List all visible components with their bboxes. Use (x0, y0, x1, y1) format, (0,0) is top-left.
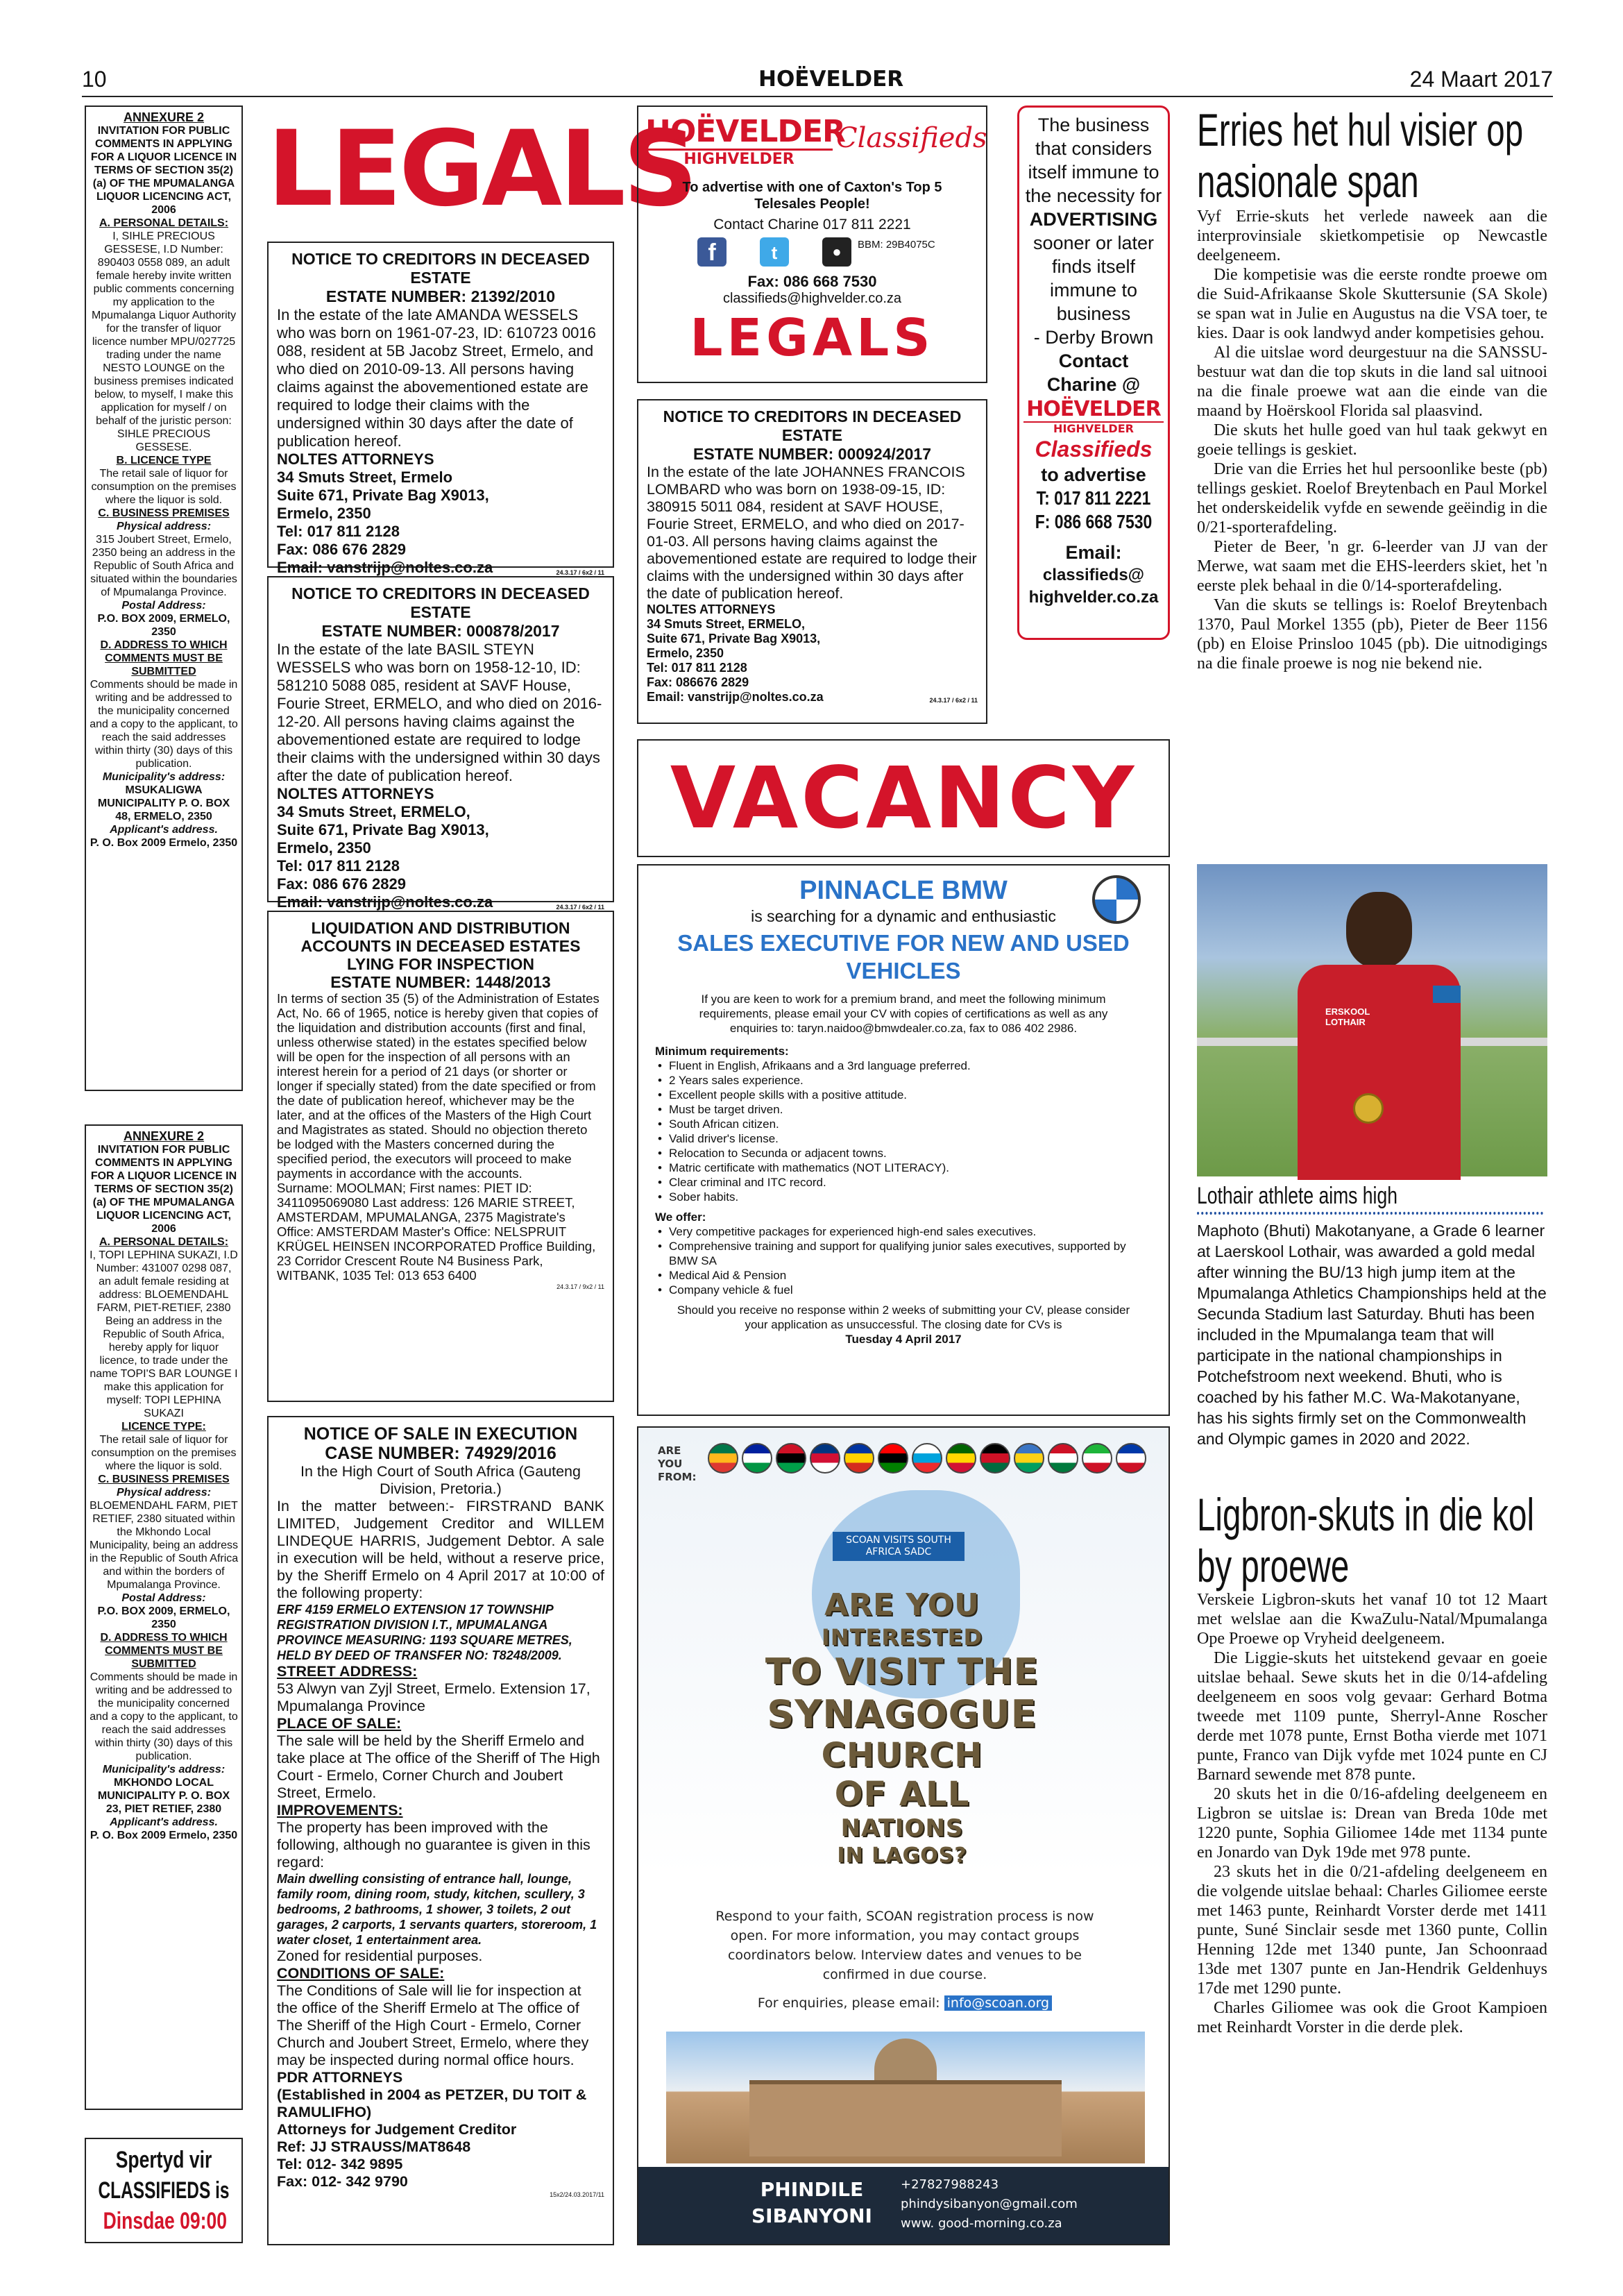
deadline-line3: Dinsdae 09:00 (103, 2208, 228, 2234)
notice-body: In the estate of the late JOHANNES FRANCOIS LOMBARD who was born on 1938-09-15, ID: 380915 5011 084, resident at SAVF HOUSE, Fourie Street, ERMELO, and who died on 2017-01-03. All persons having claims against the abovementioned estate are required to lodge their claims with the undersigned within 30 days after the date of publication hereof. (647, 464, 977, 602)
section-body: I, SIHLE PRECIOUS GESSESE, I.D Number: 890403 0558 089, an adult female hereby invite written public comments concerning my application to the Mpumalanga Liquor Authority for the transfer of liquor licence number MPU/027725 trading under the name NESTO LOUNGE on the business premises indicated below, to myself, I make this application for myself / on behalf of the juristic person: SIHLE PRECIOUS GESSESE. (91, 230, 237, 453)
firm-name: NOLTES ATTORNEYS (277, 450, 434, 468)
enquiries-email[interactable]: info@scoan.org (944, 1995, 1053, 2011)
subsection-heading: Municipality's address: (102, 771, 226, 783)
church-building-image (666, 2032, 1145, 2163)
athlete-head (1346, 892, 1412, 968)
subsection-heading: Physical address: (116, 1487, 212, 1499)
promo-author: - Derby Brown (1033, 327, 1154, 348)
ad-headline (722, 1587, 1082, 1869)
notice-body: In terms of section 35 (5) of the Administration of Estates Act, No. 66 of 1965, notice is hereby given that copies of the liquidation and distribution accounts (first and final, unless otherwise stated) in the estates specified below will be open for the inspection of all persons with an interest herein for a period of 21 days (or shorter or longer if specially stated) from the date specified or from the date of publication hereof, whichever may be the later, and at the offices of the Masters of the High Court and Magistrates as stated. Should no objection thereto be lodged with the Masters concerned during the specified period, the executors will proceed to make payments in accordance with the accounts. (277, 991, 600, 1181)
section-body: P.O. BOX 2009, ERMELO, 2350 (97, 613, 230, 638)
article-paragraph: Van die skuts se tellings is: Roelof Breytenbach 1370, Paul Morkel 1355 (pb), Pieter de Beer 1156 (pb) en Eloise Prinsloo 1045 (pb). Die uitnodigings na die finale proewe is nog nie bekend nie. (1197, 596, 1547, 673)
improvements: The property has been improved with the following, although no guarantee is given in this regard: (277, 1819, 590, 1871)
case-number: CASE NUMBER: 74929/2016 (325, 1444, 556, 1463)
vacancy-banner: VACANCY (637, 739, 1170, 857)
promo-fax: F: 086 668 7530 (1035, 511, 1153, 532)
classifieds-logo (638, 115, 986, 179)
section-heading: A. PERSONAL DETAILS: (99, 217, 229, 229)
section-heading: B. LICENCE TYPE (116, 455, 212, 466)
promo-logo: HOËVELDER (1026, 397, 1161, 421)
advertising-promo (1017, 105, 1170, 640)
headline-line: INTERESTED (821, 1624, 983, 1651)
article-paragraph: Charles Giliomee was ook die Groot Kampioen met Reinhardt Vorster in die derde plek. (1197, 1999, 1547, 2036)
contact-details (901, 2175, 1150, 2234)
firm-address: Ermelo, 2350 (277, 839, 371, 856)
firm-email (277, 559, 604, 577)
headline-line: TO VISIT THE (765, 1651, 1039, 1693)
country-flag-icon (776, 1443, 806, 1474)
place-of-sale: The sale will be held by the Sheriff Ermelo and take place at The office of the Sheriff of The High Court - Ermelo, Corner Church and Joubert Street, Ermelo. (277, 1732, 600, 1801)
subsection-heading: Applicant's address. (110, 1816, 218, 1828)
country-flag-icon (844, 1443, 874, 1474)
bmw-vacancy-ad (637, 864, 1170, 1416)
firm-address: Suite 671, Private Bag X9013, (277, 487, 489, 504)
section-heading: C. BUSINESS PREMISES (98, 1474, 230, 1485)
firm-fax: Fax: 086 676 2829 (277, 875, 406, 893)
firm-address: Suite 671, Private Bag X9013, (277, 821, 489, 838)
section-heading: D. ADDRESS TO WHICH COMMENTS MUST BE SUBMITTED (100, 1632, 228, 1670)
section-body: The retail sale of liquor for consumption on the premises where the liquor is sold. (91, 468, 237, 506)
ad-code: 24.3.17 / 6x2 / 11 (929, 697, 978, 704)
subsection-heading: Applicant's address. (110, 824, 218, 836)
subsection-heading: Postal Address: (121, 600, 206, 611)
headline-line: CHURCH (821, 1736, 983, 1775)
ad-code: 24.3.17 / 9x2 / 11 (556, 1283, 604, 1290)
firm-address: Ermelo, 2350 (277, 505, 371, 522)
firm-name: PDR ATTORNEYS (277, 2069, 403, 2086)
vacancy-footer: Should you receive no response within 2 weeks of submitting your CV, please consider your application as unsuccessful. The closing date for CVs is (677, 1303, 1130, 1331)
annexure-notice-2 (85, 1124, 243, 2110)
section-body: P.O. BOX 2009, ERMELO, 2350 (97, 1605, 230, 1630)
court-name: In the High Court of South Africa (Gauteng Division, Pretoria.) (300, 1463, 581, 1497)
article-paragraph: Die kompetisie was die eerste rondte proewe om die Suid-Afrikaanse Skole Skuttersunie (SA Skole) se span wat in Julie en Augustus na die VSA toer, te kies. Daar is ook landwyd ander kompetisies gehou. (1197, 266, 1547, 342)
notice-title: NOTICE TO CREDITORS IN DECEASED ESTATE (291, 584, 590, 621)
list-item: • Valid driver's license. (655, 1131, 1152, 1146)
headline-line: ARE YOU (824, 1587, 980, 1623)
article-headline (1197, 1489, 1547, 1592)
page-header (82, 67, 1553, 97)
list-item: • Fluent in English, Afrikaans and a 3rd language preferred. (655, 1058, 1152, 1073)
notice-liquidation (267, 911, 614, 1402)
section-body: I, TOPI LEPHINA SUKAZI, I.D Number: 431007 0298 087, an adult female residing at address: BLOEMENDAHL FARM, PIET-RETIEF, 2380 Being an address in the Republic of South Africa, hereby apply for liquor licence, to trade under the name TOPI'S BAR LOUNGE I make this application for myself: TOPI LEPHINA SUKAZI (90, 1249, 238, 1419)
gold-medal-icon (1353, 1093, 1384, 1124)
paper-name: HOËVELDER (758, 67, 904, 92)
twitter-icon[interactable]: t (760, 237, 789, 267)
firm-fax: Fax: 012- 342 9790 (277, 2173, 408, 2190)
notice-body: In the estate of the late AMANDA WESSELS who was born on 1961-07-23, ID: 610723 0016 088, resident at 5B Jacobz Street, Ermelo, and who died on 2010-09-13. All persons having claims against the abovementioned estate are required to lodge their claims with the undersigned within 30 days after the date of publication hereof. (277, 306, 596, 450)
estate-number: ESTATE NUMBER: 000924/2017 (692, 445, 931, 463)
headline-text: Ligbron-skuts in die kol by proewe (1197, 1489, 1535, 1592)
country-flag-icon (1014, 1443, 1044, 1474)
country-flag-icon (946, 1443, 976, 1474)
estate-number: ESTATE NUMBER: 1448/2013 (330, 973, 551, 991)
section-body: 315 Joubert Street, Ermelo, 2350 being an address in the Republic of South Africa and situated within the boundaries of Mpumalanga Province. (90, 534, 237, 598)
company-name: PINNACLE BMW (799, 876, 1008, 905)
firm-address: 34 Smuts Street, ERMELO, (647, 617, 806, 631)
headline-line: NATIONS (840, 1814, 964, 1842)
country-flag-icon (742, 1443, 772, 1474)
estate-number: ESTATE NUMBER: 000878/2017 (321, 622, 560, 640)
street-address: 53 Alwyn van Zyjl Street, Ermelo. Extension 17, Mpumalanga Province (277, 1680, 590, 1714)
headline-text: Erries het hul visier op nasionale span (1197, 104, 1524, 207)
legals-small-banner: LEGALS (690, 308, 935, 368)
article-paragraph: Al die uitslae word deurgestuur na die SANSSU-bestuur wat dan die top skuts in die land sal uitnooi na die finale proewe wat aan die einde van die maand by Hoërskool Florida sal plaasvind. (1197, 344, 1547, 420)
section-body: MSUKALIGWA MUNICIPALITY P. O. BOX 48, ERMELO, 2350 (97, 784, 230, 822)
notice-creditors-2 (267, 576, 614, 911)
deadline-line1: Spertyd vir (115, 2147, 212, 2173)
article-paragraph: 23 skuts het in die 0/21-afdeling deelgeneem en die volgende uitslae behaal: Charles Giliomee eerste met 1463 punte, Reinhardt Vorster derde met 1411 punte, Suné Sinclair sesde met 1360 punte, Collin Henning 12de met 1340 punte, Jan Schoonraad 13de met 1307 punte en Jan-Hendrik Geldenhuys 17de met 1290 punte. (1197, 1863, 1547, 1998)
subsection-heading: Physical address: (116, 521, 212, 532)
promo-email[interactable]: classifieds@ highvelder.co.za (1028, 566, 1159, 607)
article-paragraph: Verskeie Ligbron-skuts het vanaf 10 tot 12 Maart met welslae aan die KwaZulu-Natal/Mpumalanga Ope Proewe op Vryheid deelgeneem. (1197, 1591, 1547, 1648)
firm-ref: Ref: JJ STRAUSS/MAT8648 (277, 2138, 471, 2155)
social-row (638, 235, 986, 273)
list-item: • Must be target driven. (655, 1102, 1152, 1117)
annexure-notice-1 (85, 105, 243, 1091)
firm-email (277, 893, 604, 911)
article-paragraph: Die Liggie-skuts het uitstekend gevaar en goeie uitslae behaal. Sewe skuts het in die 0/14-afdeling deelgeneem en soos volg gevaar: Gerhard Botma tweede met 1109 punte, Sherryl-Anne Roscher derde met 1078 punte, Ernst Botha vierde met 1071 punte, Franco van Dijk vyfde met 1024 punte en CJ Barnard sewende met 878 punte. (1197, 1649, 1547, 1784)
enquiries-label: For enquiries, please email: (757, 1995, 940, 2011)
annexure-subtitle: INVITATION FOR PUBLIC COMMENTS IN APPLYING FOR A LIQUOR LICENCE IN TERMS OF SECTION 35(2)(a) OF THE MPUMALANGA LIQUOR LICENCING ACT, 2006 (90, 1144, 237, 1235)
promo-email-head: Email: (1065, 542, 1122, 563)
annexure-title: ANNEXURE 2 (123, 1129, 205, 1143)
article-body (1197, 207, 1547, 673)
notice-title: NOTICE OF SALE IN EXECUTION (303, 1424, 578, 1444)
bbm-icon: ● (822, 237, 851, 267)
section-body: P. O. Box 2009 Ermelo, 2350 (90, 837, 238, 849)
contact-phone: +27827988243 (901, 2177, 999, 2192)
promo-contact: Contact Charine @ (1046, 351, 1141, 395)
subsection-heading: Municipality's address: (102, 1764, 226, 1775)
subsection-heading: Postal Address: (121, 1592, 206, 1604)
headline-line: IN LAGOS? (837, 1843, 967, 1868)
notice-creditors-3 (637, 399, 987, 724)
firm-tel: Tel: 017 811 2128 (277, 857, 400, 875)
erf-description: ERF 4159 ERMELO EXTENSION 17 TOWNSHIP REGISTRATION DIVISION I.T., MPUMALANGA PROVINCE MEASURING: 1193 SQUARE METRES, HELD BY DEED OF TRANSFER NO: T8248/2009. (277, 1603, 572, 1662)
list-item: • Sober habits. (655, 1190, 1152, 1204)
firm-tel: Tel: 012- 342 9895 (277, 2156, 403, 2172)
promo-to-advertise: to advertise (1041, 464, 1146, 485)
classifieds-script: Classifieds (836, 122, 987, 154)
list-item: • South African citizen. (655, 1117, 1152, 1131)
firm-name: NOLTES ATTORNEYS (647, 602, 776, 616)
article-body (1197, 1590, 1547, 2037)
notice-title: NOTICE TO CREDITORS IN DECEASED ESTATE (663, 407, 962, 444)
firm-fax: Fax: 086 676 2829 (277, 541, 406, 558)
list-item: • 2 Years sales experience. (655, 1073, 1152, 1088)
photo-caption-block (1197, 1180, 1547, 1458)
logo-text: HOËVELDER (645, 114, 845, 149)
ad-code: 24.3.17 / 6x2 / 11 (556, 569, 604, 576)
contact-strip (638, 2167, 1169, 2244)
logo-subtext: HIGHVELDER (645, 149, 833, 169)
promo-logo-sub: HIGHVELDER (1023, 421, 1164, 435)
position-title: SALES EXECUTIVE FOR NEW AND USED VEHICLES (677, 930, 1130, 984)
country-flag-icon (1082, 1443, 1112, 1474)
issue-date: 24 Maart 2017 (1409, 67, 1553, 92)
firm-address: 34 Smuts Street, Ermelo (277, 469, 453, 486)
notice-creditors-1 (267, 242, 614, 576)
contact-first-name: PHINDILE (760, 2178, 864, 2201)
section-heading: CONDITIONS OF SALE: (277, 1965, 445, 1982)
list-item: • Medical Aid & Pension (655, 1268, 1152, 1283)
contact-website[interactable]: www. good-morning.co.za (901, 2216, 1062, 2231)
headline-line: OF ALL (834, 1775, 970, 1814)
synagogue-ad (637, 1426, 1170, 2245)
contact-last-name: SIBANYONI (751, 2204, 872, 2227)
section-heading: D. ADDRESS TO WHICH COMMENTS MUST BE SUBMITTED (100, 639, 228, 677)
list-item: • Excellent people skills with a positive attitude. (655, 1088, 1152, 1102)
promo-classifieds: Classifieds (1035, 437, 1153, 462)
list-item: • Relocation to Secunda or adjacent towns. (655, 1146, 1152, 1160)
contact-email[interactable]: phindysibanyon@gmail.com (901, 2197, 1078, 2211)
scoan-badge: SCOAN VISITS SOUTH AFRICA SADC (833, 1532, 965, 1561)
article-paragraph: Pieter de Beer, 'n gr. 6-leerder van JJ van der Merwe, wat saam met die EHS-leerders skiet, het 'n eerste plek behaal in die 0/14-sporterafdeling. (1197, 538, 1547, 595)
promo-quote: The business that considers itself immune to the necessity for (1025, 115, 1162, 206)
section-heading: PLACE OF SALE: (277, 1715, 402, 1732)
notice-title: NOTICE TO CREDITORS IN DECEASED ESTATE (291, 250, 590, 287)
shirt-text: ERSKOOL LOTHAIR (1325, 1006, 1370, 1027)
email-text: Email: vanstrijp@noltes.co.za (277, 559, 493, 576)
bmw-logo-icon (1092, 875, 1141, 924)
firm-fax: Fax: 086676 2829 (647, 675, 749, 689)
section-body: P. O. Box 2009 Ermelo, 2350 (90, 1830, 238, 1841)
church-facade (749, 2080, 1062, 2156)
classifieds-email[interactable]: classifieds@highvelder.co.za (722, 291, 902, 306)
section-body: BLOEMENDAHL FARM, PIET RETIEF, 2380 situated within the Mkhondo Local Municipality, being an address in the Republic of South Africa and within the borders of Mpumalanga Province. (89, 1500, 239, 1591)
vacancy-intro: If you are keen to work for a premium brand, and meet the following minimum requirements, please email your CV with copies of certifications as well as any enquiries to: taryn.naidoo@bmwdealer.co.za, fax to 086 402 2986. (699, 993, 1108, 1035)
notice-body: In the estate of the late BASIL STEYN WESSELS who was born on 1958-12-10, ID: 581210 5088 085, resident at SAVF House, Fourie Street, ERMELO, and who died on 2016-12-20. All persons having claims against the abovementioned estate are required to lodge their claims with the undersigned within 30 days after the date of publication hereof. (277, 641, 602, 784)
article-erries (1197, 104, 1547, 840)
zoning: Zoned for residential purposes. (277, 1948, 483, 1964)
firm-address: 34 Smuts Street, ERMELO, (277, 803, 470, 820)
estate-details: Surname: MOOLMAN; First names: PIET ID: 3411095069080 Last address: 126 MARIE STREET, AMSTERDAM, MPUMALANGA, 2375 Magistrate's Office: AMSTERDAM Master's Office: NELSPRUIT KRÜGEL HEINSEN INCORPORATED Proffice Building, 23 Corridor Crescent Route N4 Business Park, WITBANK, 1035 Tel: 013 653 6400 (277, 1181, 596, 1283)
country-flags (708, 1442, 1159, 1478)
country-flag-icon (878, 1443, 908, 1474)
requirements-heading: Minimum requirements: (655, 1045, 789, 1058)
notice-sale-execution (267, 1416, 614, 2245)
firm-address: Suite 671, Private Bag X9013, (647, 632, 821, 645)
list-item: • Matric certificate with mathematics (NOT LITERACY). (655, 1160, 1152, 1175)
enquiries-line (708, 1994, 1102, 2012)
article-paragraph: Drie van die Erries het hul persoonlike beste (pb) tellings geskiet. Roelof Breytenbach en Paul Morkel het onderskeidelik vyfde en sewende geëindig in die 0/21-sporterafdeling. (1197, 460, 1547, 537)
section-heading: A. PERSONAL DETAILS: (99, 1236, 229, 1248)
country-flag-icon (810, 1443, 840, 1474)
section-body: Comments should be made in writing and be addressed to the municipality concerned and a copy to the applicant, to reach the said addresses within thirty (30) days of this publication. (90, 679, 238, 770)
article-paragraph: Vyf Errie-skuts het verlede naweek aan die interprovinsiale skietkompetisie op Newcastle deelgeneem. (1197, 208, 1547, 264)
ad-code: 15x2/24.03.2017/11 (550, 2191, 604, 2198)
firm-role: Attorneys for Judgement Creditor (277, 2121, 517, 2138)
country-flag-icon (1048, 1443, 1078, 1474)
notice-title: LIQUIDATION AND DISTRIBUTION ACCOUNTS IN DECEASED ESTATES LYING FOR INSPECTION (300, 919, 581, 973)
list-item: • Company vehicle & fuel (655, 1283, 1152, 1297)
article-paragraph: Die skuts het hulle goed van hul taak gekwyt en goeie tellings is geskiet. (1197, 421, 1547, 459)
section-heading: C. BUSINESS PREMISES (98, 507, 230, 519)
classifieds-tagline: To advertise with one of Caxton's Top 5 Telesales People! (682, 180, 942, 212)
firm-email (647, 690, 978, 704)
facebook-icon[interactable]: f (697, 237, 726, 267)
athlete-photo (1197, 864, 1547, 1176)
bbm-pin: BBM: 29B4075C (858, 239, 935, 251)
firm-address: Ermelo, 2350 (647, 646, 724, 660)
flag-badge (1433, 986, 1461, 1003)
firm-history: (Established in 2004 as PETZER, DU TOIT & RAMULIFHO) (277, 2086, 587, 2120)
classifieds-ad (637, 105, 987, 383)
article-ligbron (1197, 1489, 1547, 2252)
section-heading: STREET ADDRESS: (277, 1663, 418, 1680)
country-flag-icon (708, 1443, 738, 1474)
country-flag-icon (1116, 1443, 1146, 1474)
list-item: • Comprehensive training and support for qualifying junior sales executives, supported by BMW SA (655, 1239, 1152, 1268)
promo-advertising: ADVERTISING (1029, 209, 1158, 230)
offers-heading: We offer: (655, 1210, 706, 1224)
are-you-from: ARE YOU FROM: (658, 1444, 697, 1483)
deadline-box (85, 2138, 243, 2243)
requirements-list (655, 1058, 1152, 1204)
notice-intro: In the matter between:- FIRSTRAND BANK LIMITED, Judgement Creditor and WILLEM LINDEQUE HARRIS, Judgement Debtor. A sale in execution will be held, without a reserve price, by the Sheriff Ermelo on 4 April 2017 at 10:00 of the following property: (277, 1498, 604, 1601)
email-text: Email: vanstrijp@noltes.co.za (277, 893, 493, 911)
article-paragraph: 20 skuts het in die 0/16-afdeling deelgeneem en Ligbron se uitslae is: Drean van Breda 10de met 1220 punte, Sophia Giliomee 14de met 1134 punte en Jonardo van Dyk 19de met 978 punte. (1197, 1785, 1547, 1862)
offers-list (655, 1224, 1152, 1297)
closing-date: Tuesday 4 April 2017 (845, 1333, 962, 1346)
annexure-subtitle: INVITATION FOR PUBLIC COMMENTS IN APPLYING FOR A LIQUOR LICENCE IN TERMS OF SECTION 35(2)(a) OF THE MPUMALANGA LIQUOR LICENCING ACT, 2006 (90, 125, 237, 216)
caption-title: Lothair athlete aims high (1197, 1180, 1543, 1215)
section-body: MKHONDO LOCAL MUNICIPALITY P. O. BOX 23, PIET RETIEF, 2380 (97, 1777, 230, 1815)
email-text: Email: vanstrijp@noltes.co.za (647, 690, 824, 704)
annexure-title: ANNEXURE 2 (123, 110, 205, 124)
conditions: The Conditions of Sale will lie for inspection at the office of the Sheriff Ermelo at The office of The Sheriff of the High Court - Ermelo, Corner Church and Joubert Street, Ermelo, where they may be inspected during normal office hours. (277, 1982, 589, 2068)
classifieds-fax: Fax: 086 668 7530 (747, 273, 877, 290)
section-body: Comments should be made in writing and be addressed to the municipality concerned and a copy to the applicant, to reach the said addresses within thirty (30) days of this publication. (90, 1671, 238, 1762)
list-item: • Very competitive packages for experienced high-end sales executives. (655, 1224, 1152, 1239)
section-heading: LICENCE TYPE: (121, 1421, 206, 1433)
deadline-line2: CLASSIFIEDS is (98, 2177, 230, 2204)
firm-name: NOLTES ATTORNEYS (277, 785, 434, 802)
search-line: is searching for a dynamic and enthusiastic (751, 907, 1056, 925)
contact-name (742, 2177, 881, 2229)
caption-text: Maphoto (Bhuti) Makotanyane, a Grade 6 learner at Laerskool Lothair, was awarded a gold medal after winning the BU/13 high jump item at the Mpumalanga Athletics Championships held at the Secunda Stadium last Saturday. Bhuti has been included in the Mpumalanga team that will participate in the national championships in Potchefstroom next weekend. Bhuti, who is coached by his father M.C. Wa-Makotanyane, has his sights firmly set on the Commonwealth and Olympic games in 2020 and 2022. (1197, 1222, 1547, 1448)
headline-line: SYNAGOGUE (767, 1692, 1037, 1736)
improvements-list: Main dwelling consisting of entrance hall, lounge, family room, dining room, study, kitchen, scullery, 3 bedrooms, 2 bathrooms, 1 shower, 3 toilets, 2 out garages, 2 carports, 1 servants quarters, storeroom, 1 water closet, 1 entertainment area. (277, 1872, 597, 1947)
country-flag-icon (912, 1443, 942, 1474)
firm-tel: Tel: 017 811 2128 (647, 661, 747, 675)
promo-tel: T: 017 811 2221 (1036, 487, 1151, 509)
estate-number: ESTATE NUMBER: 21392/2010 (325, 287, 556, 305)
legals-banner: LEGALS (267, 109, 695, 230)
firm-tel: Tel: 017 811 2128 (277, 523, 400, 540)
article-headline (1197, 104, 1547, 207)
classifieds-contact: Contact Charine 017 811 2221 (713, 217, 911, 233)
section-heading: IMPROVEMENTS: (277, 1802, 403, 1818)
page-number: 10 (82, 67, 107, 92)
ad-code: 24.3.17 / 6x2 / 11 (556, 904, 604, 911)
promo-quote-end: sooner or later finds itself immune to business (1033, 233, 1155, 324)
section-body: The retail sale of liquor for consumption on the premises where the liquor is sold. (91, 1434, 237, 1472)
country-flag-icon (980, 1443, 1010, 1474)
ad-body: Respond to your faith, SCOAN registration process is now open. For more information, you may contact groups coordinators below. Interview dates and venues to be confirmed in due course. (715, 1909, 1094, 1982)
list-item: • Clear criminal and ITC record. (655, 1175, 1152, 1190)
